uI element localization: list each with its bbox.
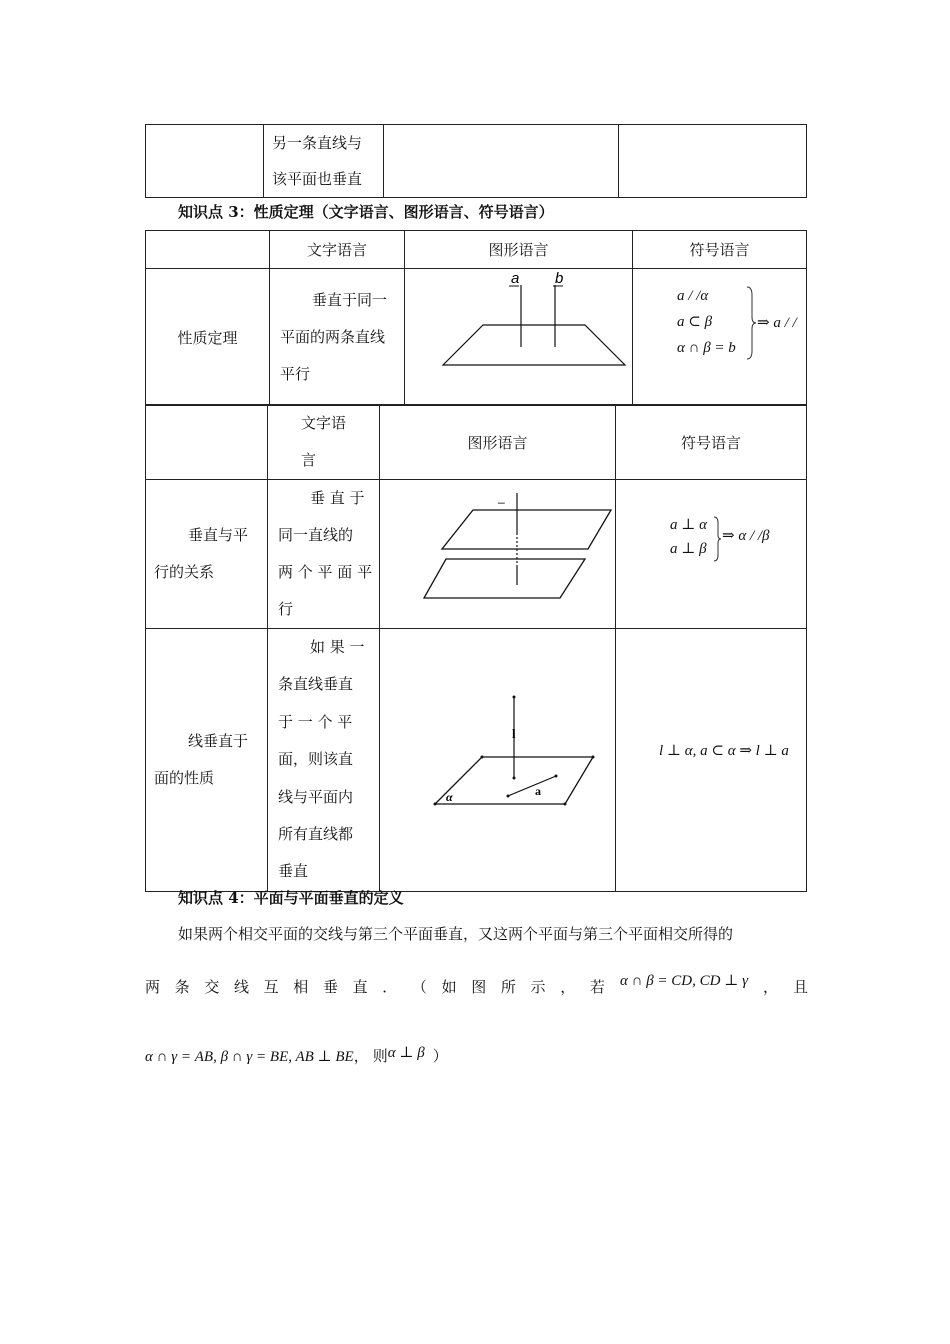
s3-text-line2: 平面的两条直线	[280, 327, 386, 346]
para-line2-char: ，	[560, 978, 576, 996]
t2-row2-symbol	[616, 629, 807, 892]
t2-header-empty	[146, 405, 268, 480]
table2	[145, 404, 807, 892]
label-l: l	[512, 725, 516, 741]
label-a-plane: a	[535, 783, 541, 798]
para-line2-char: 所	[500, 978, 516, 996]
t2-row2-text-line6: 所有直线都	[278, 825, 354, 844]
t2-row1-graph	[380, 480, 616, 629]
section4-para-line2	[145, 973, 809, 998]
t2-row2-graph	[380, 629, 616, 892]
t2-row1-text-line3: 两 个 平 面 平	[278, 563, 373, 581]
t2-row1-text-line2: 同一直线的	[278, 526, 354, 544]
label-b: b	[555, 270, 564, 287]
t2-row2-text-line1: 如 果 一	[310, 638, 365, 656]
t2-row2-name-line1: 线垂直于	[188, 731, 249, 750]
t2-row2-text-line7: 垂直	[278, 862, 309, 881]
top-table-cell-4	[619, 125, 807, 198]
line-in-plane-a	[508, 776, 556, 796]
section3-table	[145, 230, 807, 406]
parallel-lines-figure	[405, 269, 632, 405]
top-table	[145, 124, 807, 198]
parallel-planes-figure	[380, 481, 615, 628]
t2-header-graph: 图形语言	[380, 405, 616, 480]
t2-row1-brace	[712, 515, 722, 563]
s3-sym-result: ⇒ a / /	[757, 315, 797, 331]
top-table-cell-1	[146, 125, 264, 198]
label-a: a	[511, 270, 520, 287]
t2-row1-sym-line1: a ⊥ α	[670, 517, 707, 533]
t2-row2-text-line5: 线与平面内	[278, 787, 354, 806]
s3-header-text: 文字语言	[270, 231, 405, 269]
s3-row-name: 性质定理	[146, 269, 270, 406]
para-line2-char: 互	[263, 978, 279, 996]
plane-shape	[443, 325, 625, 365]
t2-row1-text	[268, 480, 380, 629]
section3-heading: 知识点 3：性质定理（文字语言、图形语言、符号语言）	[178, 203, 554, 221]
para-line2-char: 条	[174, 978, 190, 996]
lower-plane	[424, 559, 585, 598]
label-alpha: α	[446, 789, 453, 804]
para-line2-char: 直	[352, 978, 368, 996]
line-perp-plane-figure	[380, 630, 615, 890]
para-line2-char: 如	[441, 978, 457, 996]
s3-sym-line2: a ⊂ β	[677, 314, 713, 330]
t2-row1-symbol	[616, 480, 807, 629]
para-line3-close: ）	[432, 1047, 448, 1065]
t2-header-text-line2: 言	[300, 451, 316, 469]
s3-header-symbol: 符号语言	[633, 231, 807, 269]
para-line2-char: 线	[233, 978, 249, 996]
para-line2-char: ．	[382, 978, 398, 996]
t2-row1-name	[146, 480, 268, 629]
s3-sym-line3: α ∩ β = b	[677, 340, 736, 356]
para-line3-then: 则	[372, 1047, 388, 1065]
t2-row2-text	[268, 629, 380, 892]
s3-header-graph: 图形语言	[405, 231, 633, 269]
t2-row2-name-line2: 面的性质	[154, 768, 215, 787]
s3-text-line1: 垂直于同一	[312, 290, 388, 309]
t2-row2-name	[146, 629, 268, 892]
para-line3-math2: α ⊥ β	[387, 1045, 425, 1061]
para-line3-comma: ，	[353, 1047, 369, 1065]
para-line2-char: 垂	[322, 978, 338, 996]
para-line2-char: 示	[530, 978, 546, 996]
top-table-cell-3	[384, 125, 619, 198]
section4-para-line1: 如果两个相交平面的交线与第三个平面垂直，又这两个平面与第三个平面相交所得的	[178, 925, 734, 943]
para-line2-end: 且	[793, 978, 809, 996]
upper-plane	[442, 510, 611, 549]
section4-heading: 知识点 4：平面与平面垂直的定义	[178, 889, 404, 907]
para-line2-char: 若	[589, 978, 605, 996]
t2-row2-text-line4: 面，则该直	[278, 750, 354, 769]
s3-sym-line1: a / /α	[677, 288, 709, 304]
para-line2-chars	[145, 976, 605, 997]
t2-row1-sym-line2: a ⊥ β	[670, 541, 707, 557]
s3-header-empty	[146, 231, 270, 269]
t2-row1-name-line1: 垂直与平	[188, 526, 249, 544]
t2-header-symbol: 符号语言	[616, 405, 807, 480]
para-line2-char: （	[411, 978, 427, 996]
s3-text-line3: 平行	[280, 364, 311, 383]
para-line3-math: α ∩ γ = AB, β ∩ γ = BE, AB ⊥ BE	[145, 1049, 354, 1065]
t2-header-text	[268, 405, 380, 480]
para-line2-comma: ，	[763, 978, 779, 996]
t2-header-text-line1: 文字语	[300, 414, 346, 432]
para-line2-char: 交	[204, 978, 220, 996]
para-line2-char: 图	[471, 978, 487, 996]
s3-brace	[745, 285, 757, 361]
t2-row2-text-line2: 条直线垂直	[278, 675, 354, 694]
fig-mark: _	[498, 489, 505, 504]
t2-row1-name-line2: 行的关系	[154, 563, 215, 581]
s3-row-text	[270, 269, 405, 406]
t2-row2-text-line3: 于 一 个 平	[278, 712, 353, 731]
s3-row-graph	[405, 269, 633, 406]
section4-para-line3	[145, 1045, 448, 1066]
para-line2-char: 相	[293, 978, 309, 996]
t2-row1-text-line1: 垂 直 于	[310, 489, 365, 507]
t2-row1-text-line4: 行	[278, 600, 294, 618]
para-line2-char: 两	[145, 978, 161, 996]
para-line2-math: α ∩ β = CD, CD ⊥ γ	[620, 973, 748, 989]
top-cell-line1: 另一条直线与	[272, 134, 363, 152]
t2-row1-sym-result: ⇒ α / /β	[722, 528, 770, 544]
top-cell-line2: 该平面也垂直	[272, 170, 363, 188]
s3-row-symbol	[633, 269, 807, 406]
top-table-cell-2	[264, 125, 384, 198]
t2-row2-sym: l ⊥ α, a ⊂ α ⇒ l ⊥ a	[659, 743, 789, 759]
